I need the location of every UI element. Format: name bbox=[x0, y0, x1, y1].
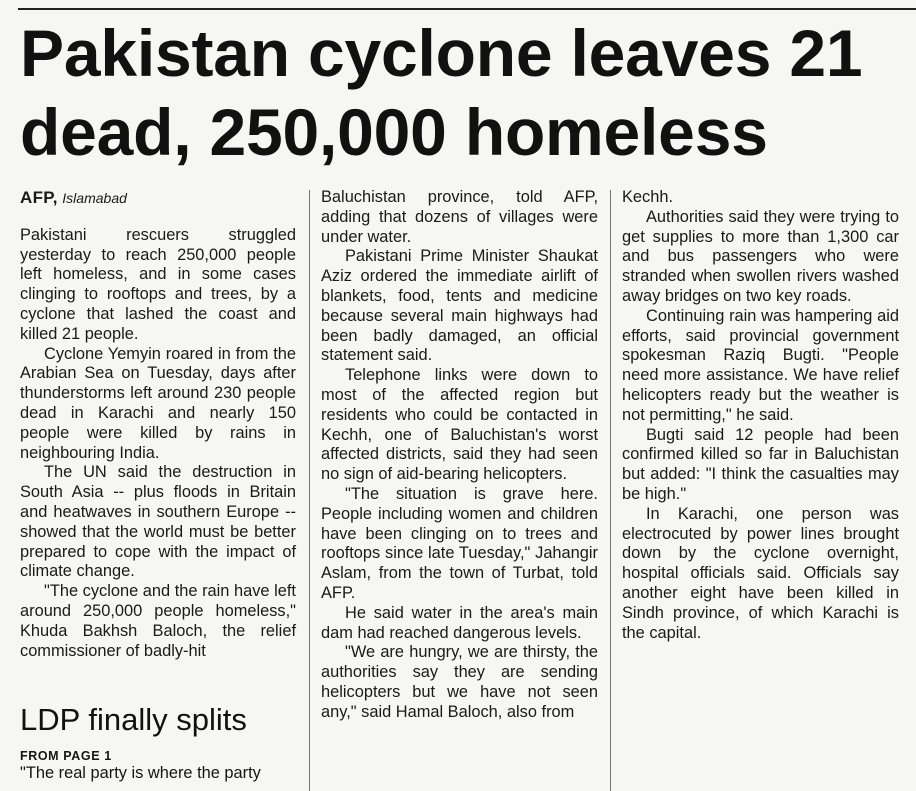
paragraph: "We are hungry, we are thirsty, the authorities say they are sending helicopters but we have not seen any," said Hamal Baloch, also from bbox=[321, 643, 598, 721]
paragraph: In Karachi, one person was electrocuted by power lines brought down by the cyclone overnight, hospital officials said. Officials say another eight have been killed in Sindh province, of which Karachi is the capital. bbox=[622, 504, 899, 642]
dateline bbox=[20, 188, 296, 209]
paragraph: Authorities said they were trying to get supplies to more than 1,300 car and bus passengers who were stranded when swollen rivers washed away bridges on two key roads. bbox=[622, 207, 899, 305]
column-divider bbox=[610, 190, 611, 791]
article-column-2 bbox=[321, 188, 598, 723]
second-story-text: "The real party is where the party bbox=[20, 764, 261, 782]
paragraph: The UN said the destruction in South Asia -- plus floods in Britain and heatwaves in southern Europe -- showed that the world must be better prepared to cope with the impact of climate change. bbox=[20, 463, 296, 581]
paragraph: He said water in the area's main dam had reached dangerous levels. bbox=[321, 603, 598, 642]
paragraph: Baluchistan province, told AFP, adding that dozens of villages were under water. bbox=[321, 188, 598, 246]
paragraph: Continuing rain was hampering aid efforts, said provincial government spokesman Raziq Bugti. "People need more assistance. We have relief helicopters ready but the weather is not permitting," he said. bbox=[622, 306, 899, 424]
second-story-headline: LDP finally splits bbox=[20, 702, 247, 737]
paragraph: Bugti said 12 people had been confirmed killed so far in Baluchistan but added: "I think the casualties may be high." bbox=[622, 425, 899, 503]
article-column-3 bbox=[622, 188, 899, 643]
column-divider bbox=[309, 190, 310, 791]
dateline-location: Islamabad bbox=[62, 190, 127, 206]
byline: AFP, bbox=[20, 188, 58, 207]
jump-line: FROM PAGE 1 bbox=[20, 749, 112, 763]
paragraph: Pakistani rescuers struggled yesterday to reach 250,000 people left homeless, and in some cases clinging to rooftops and trees, by a cyclone that lashed the coast and killed 21 people. bbox=[20, 225, 296, 343]
paragraph: "The situation is grave here. People including women and children have been clinging on to trees and rooftops since late Tuesday," Jahangir Aslam, from the town of Turbat, told AFP. bbox=[321, 484, 598, 602]
article-headline: Pakistan cyclone leaves 21 dead, 250,000 homeless bbox=[20, 16, 863, 169]
article-column-1 bbox=[20, 188, 296, 661]
paragraph: Cyclone Yemyin roared in from the Arabian Sea on Tuesday, days after thunderstorms left around 230 people dead in Karachi and nearly 150 people were killed by rains in neighbouring India. bbox=[20, 344, 296, 462]
paragraph: Pakistani Prime Minister Shaukat Aziz ordered the immediate airlift of blankets, food, tents and medicine because several main highways had been badly damaged, an official statement said. bbox=[321, 247, 598, 365]
top-rule bbox=[18, 8, 916, 10]
paragraph: Telephone links were down to most of the affected region but residents who could be contacted in Kechh, one of Baluchistan's worst affected districts, said they had seen no sign of aid-bearing helicopters. bbox=[321, 366, 598, 484]
paragraph: "The cyclone and the rain have left around 250,000 people homeless," Khuda Bakhsh Baloch, the relief commissioner of badly-hit bbox=[20, 582, 296, 660]
paragraph: Kechh. bbox=[622, 188, 674, 206]
